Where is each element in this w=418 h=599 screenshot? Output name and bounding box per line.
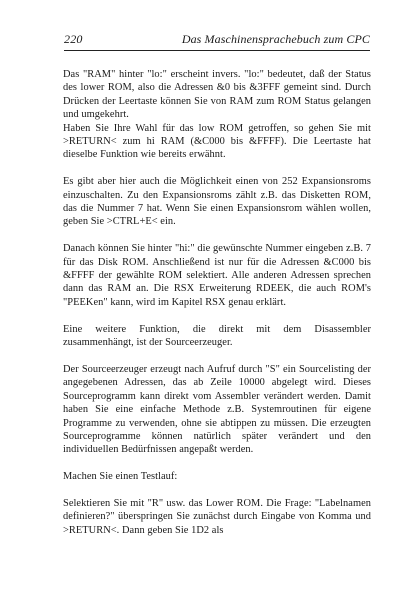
- paragraph-source-generator: Der Sourceerzeuger erzeugt nach Aufruf durch "S" ein Sourcelisting der angegebenen Adressen, das ab Zeile 10000 abgelegt wird. Dieses Sourceprogramm kann direkt vom Assembler verändert werden. Damit haben Sie eine einfache Methode z.B. Systemroutinen für eigene Programme zu verwenden, ohne sie abtippen zu müssen. Die erzeugten Sourceprogramme können natürlich später verändert und den individuellen Bedürfnissen angepaßt werden.: [63, 363, 371, 456]
- body-text: [63, 68, 371, 537]
- page-number: 220: [64, 32, 83, 46]
- page-header: [64, 30, 370, 51]
- paragraph-hi-ram: Haben Sie Ihre Wahl für das low ROM getroffen, so gehen Sie mit >RETURN< zum hi RAM (&C000 bis &FFFF). Die Leertaste hat dieselbe Funktion wie bereits erwähnt.: [63, 122, 371, 161]
- paragraph-testlauf: Machen Sie einen Testlauf:: [63, 471, 178, 483]
- paragraph-select-rom: Selektieren Sie mit "R" usw. das Lower ROM. Die Frage: "Labelnamen definieren?" überspringen Sie zunächst durch Eingabe von Komma und >RETURN<. Dann geben Sie 1D2 als: [63, 497, 371, 536]
- paragraph-source-generator-intro: Eine weitere Funktion, die direkt mit dem Disassembler zusammenhängt, ist der Sourceerzeuger.: [63, 323, 371, 349]
- running-title: Das Maschinensprachebuch zum CPC: [181, 32, 370, 46]
- paragraph-expansion-roms: Es gibt aber hier auch die Möglichkeit einen von 252 Expansionsroms einzuschalten. Zu den Expansionsroms zählt z.B. das Disketten ROM, das die Nummer 7 hat. Wenn Sie einen Expansionsrom wählen wollen, geben Sie >CTRL+E< ein.: [63, 176, 371, 228]
- paragraph-ram-status: Das "RAM" hinter "lo:" erscheint invers. "lo:" bedeutet, daß der Status des lower ROM, also die Adressen &0 bis &3FFF gemeint sind. Durch Drücken der Leertaste können Sie von RAM zum ROM Status gelangen und umgekehrt.: [63, 69, 371, 121]
- paragraph-rom-number: Danach können Sie hinter "hi:" die gewünschte Nummer eingeben z.B. 7 für das Disk ROM. Anschließend ist nur für die Adressen &C000 bis &FFFF der gewählte ROM selektiert. Alle anderen Adressen sprechen dann das RAM an. Die RSX Erweiterung RDEEK, die auch ROM's "PEEKen" kann, wird im Kapitel RSX genau erklärt.: [63, 243, 371, 308]
